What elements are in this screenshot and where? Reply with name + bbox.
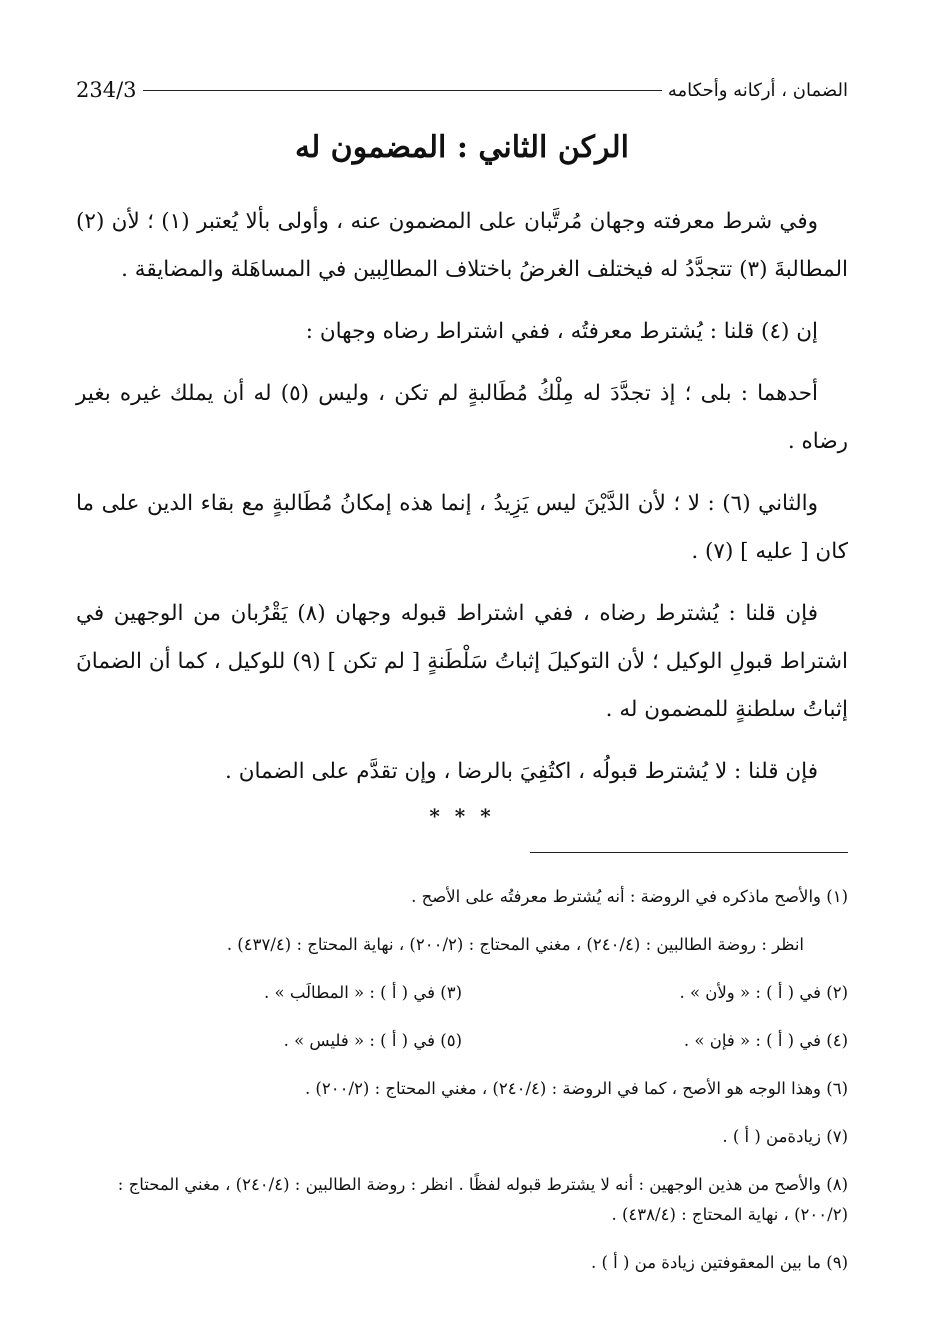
- footnote-1: (١) والأصح ماذكره في الروضة : أنه يُشترط معرفتُه على الأصح .: [411, 887, 848, 906]
- section-separator: * * *: [429, 804, 495, 828]
- footnote-5: (٥) في ( أ ) : « فليس » .: [283, 1031, 462, 1050]
- footnote-row-4-5: [76, 1026, 848, 1056]
- paragraph-6: فإن قلنا : لا يُشترط قبولُه ، اكتُفِيَ بالرضا ، وإن تقدَّم على الضمان .: [225, 759, 818, 784]
- footnote-3: (٣) في ( أ ) : « المطالَب » .: [264, 983, 462, 1002]
- page-number: 234/3: [76, 78, 137, 102]
- footnote-7: (٧) زيادةمن ( أ ) .: [722, 1127, 848, 1146]
- footnote-8: (٨) والأصح من هذين الوجهين : أنه لا يشترط قبوله لفظًا . انظر : روضة الطالبين : (٢٤٠/٤) ، مغني المحتاج : (٢٠٠/٢) ، نهاية المحتاج : (٤٣٨/٤) .: [117, 1175, 848, 1224]
- paragraph-5: فإن قلنا : يُشترط رضاه ، ففي اشتراط قبوله وجهان (٨) يَقْرُبان من الوجهين في اشتراط قبولِ الوكيل ؛ لأن التوكيلَ إثباتُ سَلْطَنةٍ [ لم تكن ] (٩) للوكيل ، كما أن الضمانَ إثباتُ سلطنةٍ للمضمون له .: [76, 601, 848, 722]
- footnote-6: (٦) وهذا الوجه هو الأصح ، كما في الروضة : (٢٤٠/٤) ، مغني المحتاج : (٢٠٠/٢) .: [304, 1079, 848, 1098]
- footnote-4: (٤) في ( أ ) : « فإن » .: [683, 1031, 848, 1050]
- footnote-2: (٢) في ( أ ) : « ولأن » .: [679, 983, 848, 1002]
- running-header: [76, 72, 848, 108]
- paragraph-2: إن (٤) قلنا : يُشترط معرفتُه ، ففي اشتراط رضاه وجهان :: [305, 319, 818, 344]
- main-text: [76, 198, 848, 810]
- footnote-1-reference: انظر : روضة الطالبين : (٢٤٠/٤) ، مغني المحتاج : (٢٠٠/٢) ، نهاية المحتاج : (٤٣٧/٤) .: [226, 935, 804, 954]
- paragraph-3: أحدهما : بلى ؛ إذ تجدَّدَ له مِلْكُ مُطَالبةٍ لم تكن ، وليس (٥) له أن يملك غيره بغير رضاه .: [76, 381, 848, 454]
- running-title: الضمان ، أركانه وأحكامه: [667, 79, 848, 101]
- header-rule: [143, 90, 662, 91]
- footnotes: [76, 882, 848, 1296]
- footnote-rule: [530, 852, 848, 853]
- footnote-row-2-3: [76, 978, 848, 1008]
- paragraph-4: والثاني (٦) : لا ؛ لأن الدَّيْنَ ليس يَزِيدُ ، إنما هذه إمكانُ مُطَالبةٍ مع بقاء الدين على ما كان [ عليه ] (٧) .: [76, 491, 848, 564]
- book-page: [76, 60, 848, 1320]
- section-title: الركن الثاني : المضمون له: [295, 130, 629, 165]
- footnote-9: (٩) ما بين المعقوفتين زيادة من ( أ ) .: [590, 1253, 848, 1272]
- paragraph-1: وفي شرط معرفته وجهان مُرتَّبان على المضمون عنه ، وأولى بألا يُعتبر (١) ؛ لأن (٢) المطالبةَ (٣) تتجدَّدُ له فيختلف الغرضُ باختلاف المطالِبين في المساهَلة والمضايقة .: [76, 209, 848, 282]
